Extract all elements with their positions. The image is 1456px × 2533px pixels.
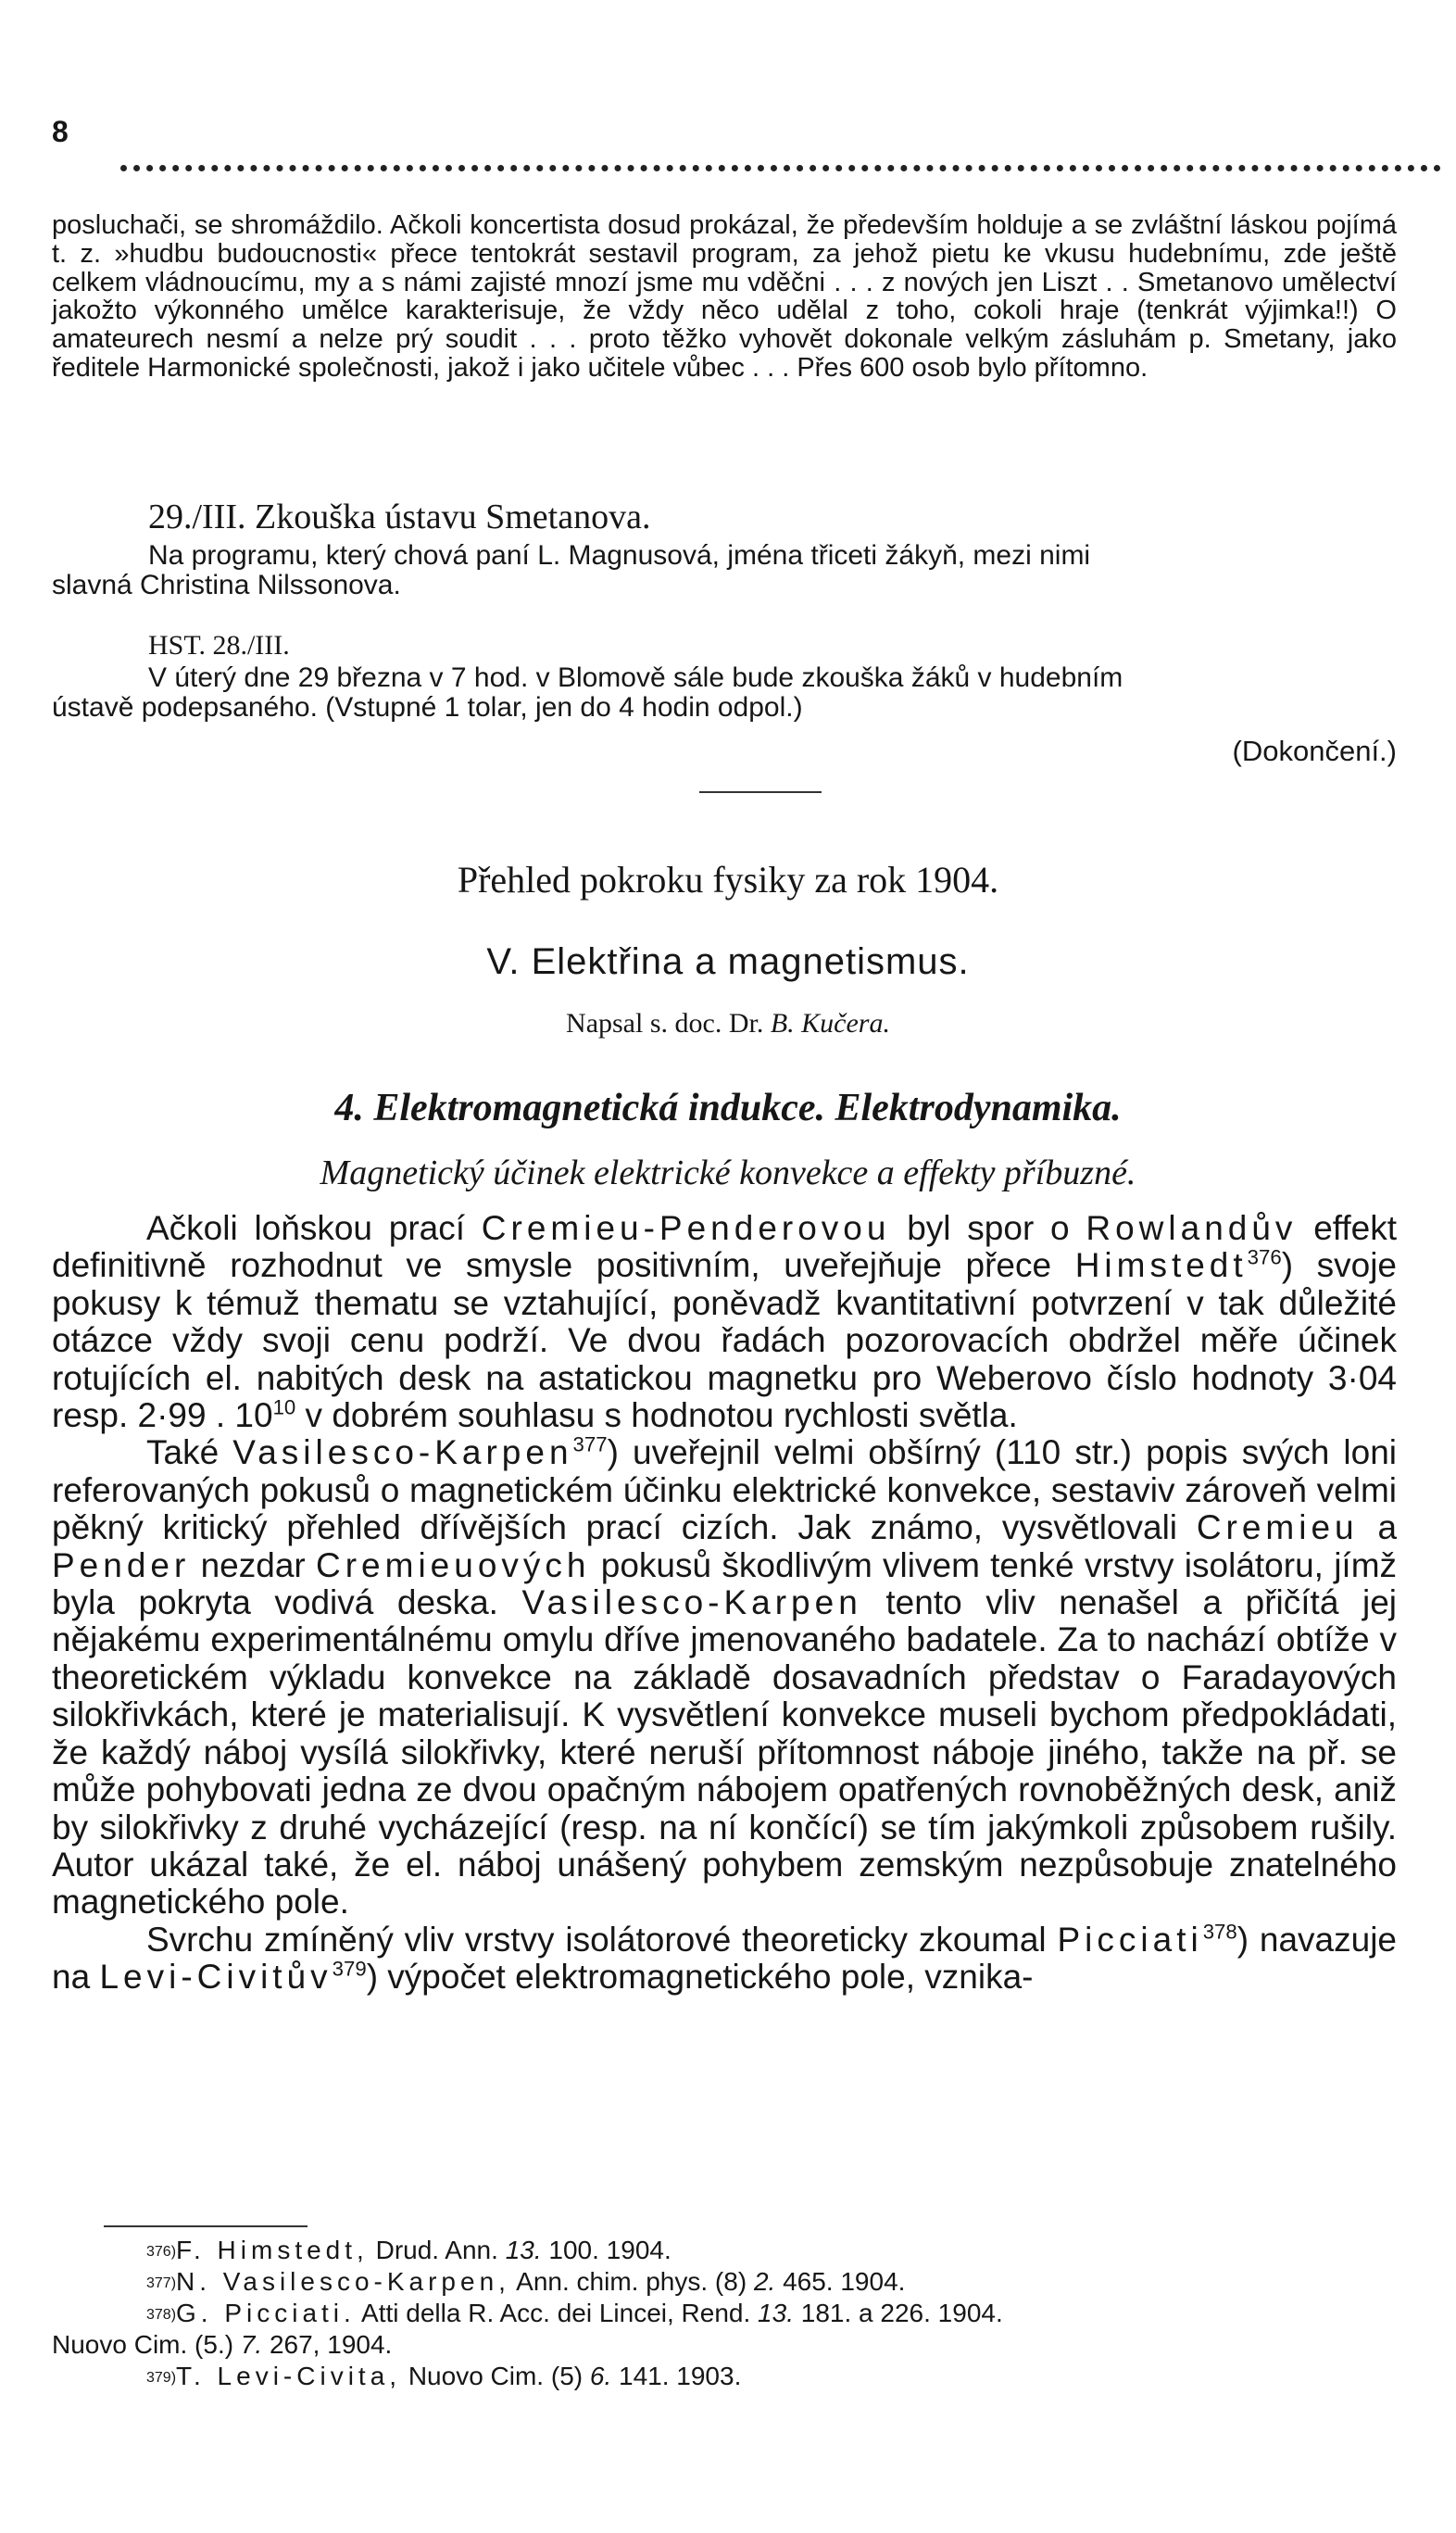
footnote-number: 377) bbox=[146, 2275, 177, 2291]
footnotes bbox=[52, 2235, 1397, 2392]
author-ref: Cremieuových bbox=[316, 1545, 591, 1584]
author-ref: Pender bbox=[52, 1545, 191, 1584]
footnote-376: 376) F. Himstedt, Drud. Ann. 13. 100. 1904. bbox=[52, 2235, 1397, 2266]
entry-smetana-exam bbox=[52, 497, 1397, 600]
section-title: V. Elektřina a magnetismus. bbox=[486, 941, 970, 982]
body-paragraph-2: Také Vasilesco-Karpen$^{377}$) uveřejnil velmi obšírný (110 str.) popis svých loni referovaných pokusů o magnetickém účinku elektrické konvekce, sestaviv zároveň velmi pěkný kritický přehled dřívějších prací cizích. Jak známo, vysvětlovali Cremieu a Pender nezdar Cremieuových pokusů škodlivým vlivem tenké vrstvy isolátoru, jímž byla pokryta vodivá deska. Vasilesco-Karpen tento vliv nenašel a přičítá jej nějakému experimentálnému omylu dříve jmenovaného badatele. Za to nachází obtíže v theoretickém výkladu konvekce na základě dosavadních představ o Faradayových silokřivkách, které je materialisují. K vysvětlení konvekce museli bychom předpokládati, že každý náboj vysílá silokřivky, které neruší přítomnost náboje jiného, takže na př. se může pohybovati jedna ze dvou opačným nábojem opatřených rovnoběžných desk, aniž by silokřivky z druhé vycházející (resp. na ní končící) se tím jakýmkoli způsobem rušily. Autor ukázal také, že el. náboj unášený pohybem zemským nezpůsobuje znatelného magnetického pole. bbox=[52, 1433, 1398, 1922]
section-separator bbox=[699, 791, 822, 793]
article-title: Přehled pokroku fysiky za rok 1904. bbox=[457, 859, 999, 901]
article-body bbox=[52, 1210, 1397, 1997]
author-ref: Cremieu bbox=[1196, 1508, 1359, 1547]
entry-hst-notice bbox=[52, 630, 1397, 723]
footnote-378: 378) G. Picciati. Atti della R. Acc. dei Lincei, Rend. 13. 181. a 226. 1904. bbox=[52, 2298, 1397, 2329]
footnote-rule bbox=[104, 2225, 308, 2227]
footnote-ref: 378 bbox=[1202, 1920, 1237, 1944]
footnote-378-continuation: Nuovo Cim. (5.) 7. 267, 1904. bbox=[52, 2330, 393, 2359]
author-ref: Rowlandův bbox=[1086, 1209, 1298, 1247]
author-ref: Himstedt bbox=[1074, 1246, 1248, 1285]
author-ref: Cremieu-Penderovou bbox=[481, 1209, 891, 1247]
footnote-number: 379) bbox=[146, 2370, 177, 2386]
entry-text-first: Na programu, který chová paní L. Magnusová, jména třiceti žákyň, mezi nimi bbox=[148, 540, 1091, 571]
body-paragraph-1: Ačkoli loňskou prací Cremieu-Penderovou byl spor o Rowlandův effekt definitivně rozhodnut ve smysle positivním, uveřejňuje přece Himstedt$^{376}$) svoje pokusy k témuž thematu se vztahující, poněvadž kvantitativní potvrzení v tak důležité otázce vždy svoji cenu podrží. Ve dvou řadách pozorovacích obdržel měře účinek rotujících el. nabitých desk na astatickou magnetku pro Weberovo číslo hodnoty 3·04 resp. 2·99 . $10^{10}$ v dobrém souhlasu s hodnotou rychlosti světla. bbox=[52, 1209, 1398, 1435]
header-dotted-rule bbox=[120, 165, 1441, 171]
footnote-379: 379) T. Levi-Civita, Nuovo Cim. (5) 6. 141. 1903. bbox=[52, 2361, 1397, 2392]
footnote-ref: 377 bbox=[572, 1433, 608, 1457]
footnote-377: 377) N. Vasilesco-Karpen, Ann. chim. phys. (8) 2. 465. 1904. bbox=[52, 2266, 1397, 2298]
author-ref: Vasilesco-Karpen bbox=[521, 1583, 862, 1622]
footnote-ref: 379 bbox=[332, 1957, 367, 1981]
entry-text-rest: ústavě podepsaného. (Vstupné 1 tolar, jen do 4 hodin odpol.) bbox=[52, 692, 803, 723]
footnote-ref: 376 bbox=[1247, 1246, 1282, 1270]
page-number: 8 bbox=[52, 115, 69, 148]
intro-paragraph: posluchači, se shromáždilo. Ačkoli koncertista dosud prokázal, že především holduje a se zvláštní láskou pojímá t. z. »hudbu budoucnosti« přece tentokrát sestavil program, za jehož pietu ke vkusu hudebnímu, zde ještě celkem vládnoucímu, my a s námi zajisté mnozí jsme mu vděčni . . . z nových jen Liszt . . Smetanovo umělectví jakožto výkonného umělce karakterisuje, že vždy něco udělal z toho, cokoli hraje (tenkrát výjimka!!) O amateurech nesmí a nelze prý soudit . . . proto těžko vyhovět dokonale velkým zásluhám p. Smetany, jako ředitele Harmonické společnosti, jakož i jako učitele vůbec . . . Přes 600 osob bylo přítomno. bbox=[52, 210, 1397, 383]
signoff-continued: (Dokončení.) bbox=[1232, 735, 1397, 767]
author-ref: Vasilesco-Karpen bbox=[232, 1433, 573, 1472]
footnote-number: 376) bbox=[146, 2244, 177, 2260]
subsection-title: 4. Elektromagnetická indukce. Elektrodynamika. bbox=[334, 1087, 1122, 1129]
author-prefix: Napsal s. doc. Dr. bbox=[566, 1008, 764, 1039]
author-line bbox=[0, 1008, 1456, 1040]
footnote-number: 378) bbox=[146, 2307, 177, 2323]
body-paragraph-3: Svrchu zmíněný vliv vrstvy isolátorové theoreticky zkoumal Picciati$^{378}$) navazuje na Levi-Civitův$^{379}$) výpočet elektromagnetického pole, vznika- bbox=[52, 1920, 1397, 1997]
entry-heading: HST. 28./III. bbox=[148, 630, 290, 661]
entry-heading: 29./III. Zkouška ústavu Smetanova. bbox=[148, 498, 651, 536]
entry-text-first: V úterý dne 29 března v 7 hod. v Blomově sále bude zkouška žáků v hudebním bbox=[148, 662, 1123, 693]
entry-text-rest: slavná Christina Nilssonova. bbox=[52, 570, 401, 600]
author-ref: Levi-Civitův bbox=[99, 1958, 333, 1997]
exponent: 10 bbox=[272, 1395, 296, 1419]
sub-subsection-title: Magnetický účinek elektrické konvekce a effekty příbuzné. bbox=[320, 1153, 1136, 1192]
author-ref: Picciati bbox=[1057, 1920, 1203, 1959]
author-name: B. Kučera. bbox=[770, 1008, 890, 1039]
